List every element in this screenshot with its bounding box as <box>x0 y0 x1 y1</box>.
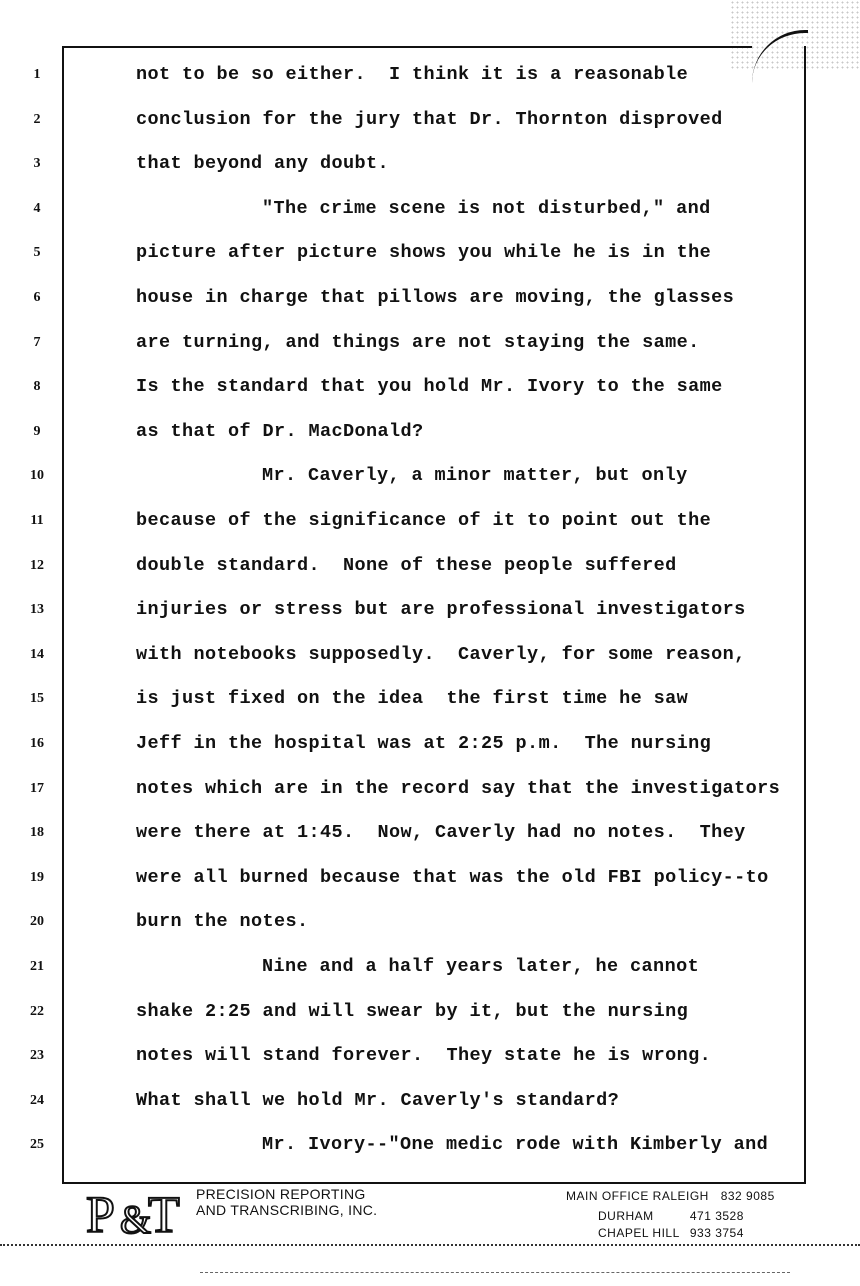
line-number: 20 <box>30 914 44 930</box>
company-name-line1: PRECISION REPORTING <box>196 1186 366 1202</box>
transcript-line: Nine and a half years later, he cannot <box>262 956 700 977</box>
line-number: 21 <box>30 959 44 974</box>
line-number: 3 <box>33 156 41 172</box>
office-phone: 933 3754 <box>689 1226 744 1240</box>
company-name-line2: AND TRANSCRIBING, INC. <box>196 1202 378 1218</box>
line-number: 6 <box>33 290 41 305</box>
office-label: MAIN OFFICE RALEIGH <box>566 1189 709 1203</box>
office-chapel-hill <box>598 1226 744 1240</box>
line-number: 7 <box>33 334 41 350</box>
line-number: 25 <box>30 1137 44 1153</box>
line-number: 8 <box>33 379 41 395</box>
transcript-line: that beyond any doubt. <box>136 153 390 175</box>
transcript-line: not to be so either. I think it is a reasonable <box>136 64 689 85</box>
transcript-line: is just fixed on the idea the first time he saw <box>136 688 689 710</box>
transcript-line: What shall we hold Mr. Caverly's standard? <box>136 1089 620 1111</box>
transcript-line: picture after picture shows you while he is in the <box>136 242 712 264</box>
transcript-line: double standard. None of these people suffered <box>136 554 677 576</box>
line-number: 15 <box>30 691 44 707</box>
office-phone: 832 9085 <box>720 1189 775 1203</box>
line-number: 4 <box>33 200 41 216</box>
line-number: 22 <box>30 1003 44 1019</box>
transcript-line: shake 2:25 and will swear by it, but the nursing <box>136 1000 689 1022</box>
transcript-line: were there at 1:45. Now, Caverly had no notes. They <box>136 822 746 844</box>
line-number: 11 <box>30 513 44 528</box>
office-durham <box>598 1209 744 1223</box>
line-number: 17 <box>30 780 44 796</box>
line-number: 19 <box>30 869 44 885</box>
logo-letter: & <box>120 1197 152 1242</box>
transcript-line: Is the standard that you hold Mr. Ivory to the same <box>136 376 723 398</box>
transcript-line: conclusion for the jury that Dr. Thornton disproved <box>136 108 723 130</box>
line-number: 9 <box>33 423 41 439</box>
line-number: 14 <box>30 646 44 662</box>
company-logo <box>86 1186 180 1242</box>
transcript-line: Mr. Caverly, a minor matter, but only <box>262 465 688 487</box>
line-number: 2 <box>33 111 41 127</box>
transcript-line: Mr. Ivory--"One medic rode with Kimberly and <box>262 1134 769 1156</box>
office-label: CHAPEL HILL <box>598 1226 680 1240</box>
logo-letter: T <box>148 1187 180 1244</box>
transcript-line: because of the significance of it to point out the <box>136 510 712 531</box>
line-number: 12 <box>30 557 44 573</box>
office-phone: 471 3528 <box>689 1209 744 1223</box>
office-main <box>566 1189 775 1203</box>
office-label: DURHAM <box>598 1209 654 1223</box>
transcript-line: are turning, and things are not staying the same. <box>136 331 700 353</box>
line-number: 16 <box>30 736 44 751</box>
line-number: 18 <box>30 825 44 841</box>
transcript-line: burn the notes. <box>136 911 309 933</box>
line-number: 10 <box>30 468 44 484</box>
line-number: 5 <box>33 245 41 261</box>
transcript-line: injuries or stress but are professional investigators <box>136 599 746 621</box>
line-number: 24 <box>30 1092 44 1108</box>
line-number: 23 <box>30 1048 44 1064</box>
transcript-line: house in charge that pillows are moving, the glasses <box>136 287 735 308</box>
logo-letter: P <box>86 1187 115 1244</box>
transcript-line: as that of Dr. MacDonald? <box>136 420 424 442</box>
transcript-line: were all burned because that was the old FBI policy--to <box>136 866 769 888</box>
transcript-line: notes which are in the record say that the investigators <box>136 777 781 799</box>
transcript-line: notes will stand forever. They state he is wrong. <box>136 1045 712 1067</box>
transcript-line: Jeff in the hospital was at 2:25 p.m. The nursing <box>136 733 712 754</box>
transcript-line: "The crime scene is not disturbed," and <box>262 197 711 219</box>
line-number: 13 <box>30 602 44 618</box>
footer-rule-lower <box>200 1272 790 1273</box>
footer-rule <box>0 1244 860 1246</box>
line-number: 1 <box>33 67 41 82</box>
transcript-line: with notebooks supposedly. Caverly, for some reason, <box>136 643 746 665</box>
